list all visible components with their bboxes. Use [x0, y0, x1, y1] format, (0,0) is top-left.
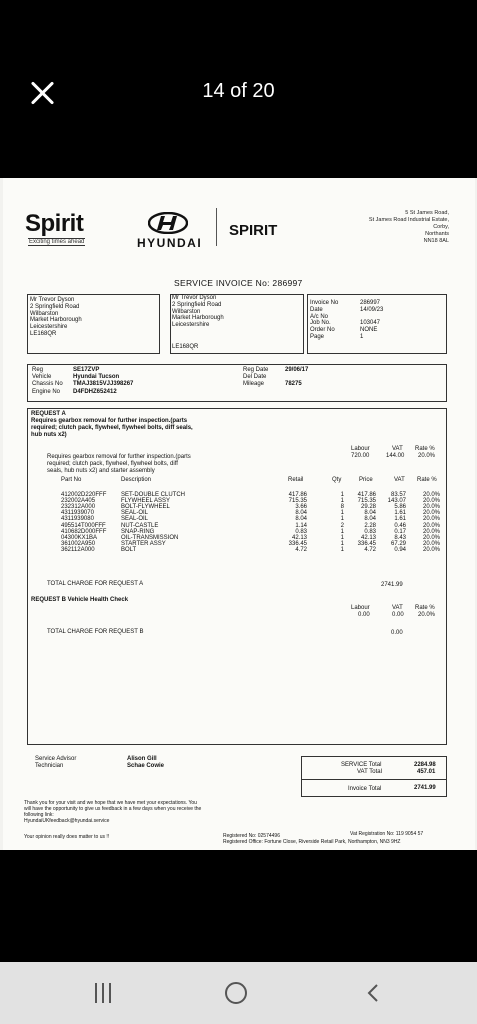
table-cell-vat: 1.61	[394, 510, 406, 517]
bill-to-address: Mr Trevor Dyson 2 Springfield Road Wilbarston Market Harborough Leicestershire LE168QR	[30, 297, 82, 337]
col-rate: Rate %	[417, 477, 437, 483]
table-cell-retail: 3.66	[295, 504, 307, 511]
vehicle-date-labels: Reg Date Del Date Mileage	[243, 367, 269, 388]
table-cell-rate: 20.0%	[422, 498, 440, 505]
table-cell-retail: 4.72	[295, 546, 307, 553]
table-cell-retail: 417.86	[288, 492, 307, 498]
request-b-labour-header: Labour	[351, 605, 370, 611]
table-cell-description: BOLT	[121, 546, 137, 553]
staff-names: Alison Gill Schae Cowie	[127, 756, 165, 769]
table-cell-qty: 1	[340, 498, 344, 505]
request-b-labour-value: 0.00	[358, 612, 370, 618]
footer-thanks: Thank you for your visit and we hope that we have met your expectations. You will have the opportunity to give us feedback in a few days when you receive the following link: HyundaiUKfeedback@hyundai.service	[24, 800, 202, 824]
request-a-labour-header: Labour	[351, 446, 370, 452]
request-b-heading: REQUEST B Vehicle Health Check	[31, 597, 129, 603]
request-a-detail: Requires gearbox removal for further inspection.(parts required; clutch pack, flywheel, flywheel bolts, diff seals, hub nuts x2) and starter assembly	[47, 454, 191, 474]
col-price: Price	[359, 477, 373, 483]
request-a-total-label: TOTAL CHARGE FOR REQUEST A	[47, 581, 144, 587]
footer-opinion: Your opinion really does matter to us !!	[24, 834, 110, 840]
col-vat: VAT	[394, 477, 405, 483]
table-cell-vat: 67.29	[390, 540, 406, 547]
spirit-logo: Spirit	[25, 210, 84, 237]
table-cell-part-no: 410682D000FFF	[61, 528, 107, 535]
table-cell-vat: 8.43	[394, 534, 406, 541]
col-qty: Qty	[332, 477, 342, 483]
invoice-title: SERVICE INVOICE No: 286997	[174, 278, 303, 288]
table-cell-rate: 20.0%	[422, 492, 440, 498]
table-cell-rate: 20.0%	[422, 510, 440, 517]
table-cell-price: 8.04	[364, 510, 376, 517]
request-b-total-label: TOTAL CHARGE FOR REQUEST B	[47, 629, 144, 635]
table-cell-description: SEAL-OIL	[121, 510, 149, 517]
table-cell-description: SNAP-RING	[121, 528, 155, 535]
table-cell-description: OIL-TRANSMISSION	[121, 534, 179, 541]
table-cell-part-no: 362112A000	[61, 546, 95, 553]
table-cell-price: 336.45	[357, 540, 376, 547]
table-cell-part-no: 495514T000FFF	[61, 522, 106, 529]
deliver-to-postcode: LE168QR	[172, 344, 199, 350]
table-cell-price: 8.04	[364, 516, 376, 523]
logo-divider	[216, 208, 217, 246]
table-cell-price: 0.83	[364, 528, 376, 535]
staff-labels: Service Advisor Technician	[35, 756, 77, 769]
table-cell-part-no: 361002A950	[61, 540, 96, 547]
table-cell-vat: 0.94	[394, 546, 406, 553]
invoice-total-value: 2741.99	[414, 785, 436, 791]
table-cell-rate: 20.0%	[422, 504, 440, 511]
hyundai-logo-icon	[148, 212, 188, 234]
spirit-tagline: Exciting times ahead	[29, 239, 85, 245]
table-cell-rate: 20.0%	[422, 546, 440, 553]
table-cell-qty: 8	[340, 504, 344, 511]
table-cell-description: FLYWHEEL ASSY	[121, 498, 171, 505]
table-cell-price: 42.13	[360, 534, 376, 541]
vehicle-values: SE17ZVP Hyundai Tucson TMAJ3815VJJ398267 D4FDHZ652412	[73, 367, 134, 395]
table-cell-description: SEAL-OIL	[121, 516, 149, 523]
table-cell-part-no: 4311939080	[61, 516, 94, 523]
vehicle-labels: Reg Vehicle Chassis No Engine No	[32, 367, 63, 395]
invoice-meta-labels: Invoice No Date A/c No Job No. Order No Page	[310, 300, 339, 340]
table-cell-retail: 8.04	[295, 510, 307, 517]
footer-office: Registered Office: Fortune Close, Riverside Retail Park, Northampton, NN3 9HZ	[223, 839, 401, 845]
request-a-total-value: 2741.99	[381, 582, 403, 588]
footer-vat-reg: Vat Registration No: 119 9054 57	[350, 831, 424, 837]
table-cell-vat: 0.46	[394, 522, 406, 529]
table-cell-rate: 20.0%	[422, 528, 440, 535]
table-cell-qty: 2	[340, 522, 344, 529]
table-cell-description: NUT-CASTLE	[121, 522, 159, 529]
table-cell-retail: 0.83	[295, 528, 307, 535]
table-cell-price: 29.28	[360, 504, 376, 511]
table-cell-vat: 143.07	[387, 498, 406, 505]
table-cell-retail: 336.45	[288, 540, 307, 547]
image-counter: 14 of 20	[202, 80, 275, 102]
vat-total-label: VAT Total	[357, 769, 382, 775]
invoice-photo	[0, 178, 477, 850]
table-cell-rate: 20.0%	[422, 516, 440, 523]
recent-apps-icon[interactable]	[93, 983, 113, 1003]
table-cell-vat: 0.17	[394, 528, 406, 535]
invoice-meta-values: 286997 14/09/23 103047 NONE 1	[360, 300, 384, 340]
table-cell-qty: 1	[340, 510, 344, 517]
dealer-address: 5 St James Road, St James Road Industrial Estate, Corby, Northants NN18 8AL	[368, 210, 449, 244]
footer-registered: Registered No: 02574496	[223, 833, 280, 839]
table-cell-price: 2.28	[364, 522, 376, 529]
table-cell-qty: 1	[340, 534, 344, 541]
table-cell-part-no: 232312A000	[61, 504, 96, 511]
table-cell-rate: 20.0%	[422, 540, 440, 547]
request-b-total-value: 0.00	[391, 630, 403, 636]
totals-divider	[301, 779, 447, 780]
table-cell-qty: 1	[340, 492, 344, 498]
table-cell-part-no: 412002D220FFF	[61, 492, 107, 498]
table-cell-vat: 83.57	[390, 492, 406, 498]
table-cell-price: 417.86	[357, 492, 376, 498]
table-cell-description: SET-DOUBLE CLUTCH	[121, 492, 186, 498]
table-cell-qty: 1	[340, 516, 344, 523]
viewer-top-bar	[0, 0, 477, 178]
vehicle-date-values: 29/06/17 78275	[285, 367, 309, 388]
table-cell-retail: 715.35	[288, 498, 307, 505]
deliver-to-address: Mr Trevor Dyson 2 Springfield Road Wilbarston Market Harborough Leicestershire	[172, 295, 224, 329]
service-total-label: SERVICE Total	[341, 762, 382, 768]
system-nav-bar	[0, 962, 477, 1024]
service-total-value: 2284.98	[414, 762, 436, 768]
col-part-no: Part No	[61, 477, 82, 483]
request-a-heading: REQUEST A	[31, 411, 66, 417]
table-cell-part-no: 232002A405	[61, 498, 96, 505]
hyundai-wordmark: HYUNDAI	[137, 236, 203, 250]
request-a-summary: Requires gearbox removal for further inspection.(parts required; clutch pack, flywheel, flywheel bolts, diff seals, hub nuts x2)	[31, 418, 193, 438]
vat-total-value: 457.01	[417, 769, 436, 775]
table-cell-part-no: 4311939070	[61, 510, 94, 517]
table-cell-retail: 42.13	[291, 534, 307, 541]
table-cell-retail: 8.04	[295, 516, 307, 523]
table-cell-description: BOLT-FLYWHEEL	[121, 504, 170, 511]
table-cell-rate: 20.0%	[422, 522, 440, 529]
table-cell-qty: 1	[340, 528, 344, 535]
table-cell-rate: 20.0%	[422, 534, 440, 541]
table-cell-qty: 1	[340, 540, 344, 547]
table-cell-vat: 5.86	[394, 504, 406, 511]
spirit-wordmark: SPIRIT	[229, 222, 278, 239]
table-cell-retail: 1.14	[295, 522, 307, 529]
request-a-labour-value: 720.00	[351, 453, 370, 459]
back-icon[interactable]	[364, 983, 384, 1003]
table-cell-vat: 1.61	[394, 516, 406, 523]
table-cell-price: 715.35	[357, 498, 376, 505]
col-retail: Retail	[288, 477, 304, 483]
home-icon[interactable]	[225, 982, 247, 1004]
table-cell-price: 4.72	[364, 546, 376, 553]
table-cell-part-no: 04300KX1BA	[61, 534, 98, 541]
invoice-paper: Spirit Exciting times ahead HYUNDAI SPIRIT 5 St James Road, St James Road Industrial Estate, Corby, Northants NN18 8AL SERVICE INVOICE No: 286997 Mr Trevor Dyson 2 Springfield Road Wilbarston Market Harborough Leicestershire LE168QR Mr Trevor Dyson 2 Springfield Road Wilbarston Market Harborough Leicestershire LE168QR Invoice No Date A/c No Job No. Order No Page 286997 14/09/23 103047 NONE 1 Reg Vehicle Chassis No Engine No SE17ZVP Hyundai Tucson TMAJ3815VJJ398267 D4FDHZ652412 Reg Date Del Date Mileage 29/06/17 78275 REQUEST A Requires gearbox removal for further inspection.(parts required; clutch pack, flywheel, flywheel bolts, diff seals, hub nuts x2) Labour VAT Rate % 720.00 144.00 20.0% Requires gearbox removal for further inspection.(parts required; clutch pack, flywheel, flywheel bolts, diff seals, hub nuts x2) and starter assembly Part No Description Retail Qty Price VAT Rate % 412002D220FFF SET-DOUBLE CLUTCH 417.86 1 417.86 83.57 20.0% 232002A405 FLYWHEEL ASSY 715.35 1 715.35 143.07 20.0% 232312A000 BOLT-FLYWHEEL 3.66 8 29.28 5.86 20.0% 4311939070 SEAL-OIL 8.04 1 8.04 1.61 20.0% 4311939080 SEAL-OIL 8.04 1 8.04 1.61 20.0% 495514T000FFF NUT-CASTLE 1.14 2 2.28 0.46 20.0% 410682D000FFF SNAP-RING 0.83 1 0.83 0.17 20.0% 04300KX1BA OIL-TRANSMISSION 42.13 1 42.13 8.43 20.0% 361002A950 STARTER ASSY 336.45 1 336.45 67.29 20.0% 362112A000 BOLT 4.72 1 4.72 0.94 20.0% TOTAL CHARGE FOR REQUEST A 2741.99 REQUEST B Vehicle Health Check Labour VAT Rate % 0.00 0.00 20.0% TOTAL CHARGE FOR REQUEST B 0.00 Service Advisor Technician Alison Gill Schae Cowie SERVICE Total 2284.98 VAT Total 457.01 Invoice Total 2741.99 Thank you for your visit and we hope that we have met your expectations. You will have the opportunity to give us feedback in a few days when you receive the following link: HyundaiUKfeedback@hyundai.service Your opinion really does matter to us !! Registered No: 02574496 Vat Registration No: 119 9054 57 Registered Office: Fortune Close, Riverside Retail Park, Northampton, NN3 9HZ	[3, 178, 475, 850]
invoice-total-label: Invoice Total	[348, 786, 382, 792]
col-description: Description	[121, 477, 152, 483]
table-cell-description: STARTER ASSY	[121, 540, 166, 547]
table-cell-qty: 1	[340, 546, 344, 553]
